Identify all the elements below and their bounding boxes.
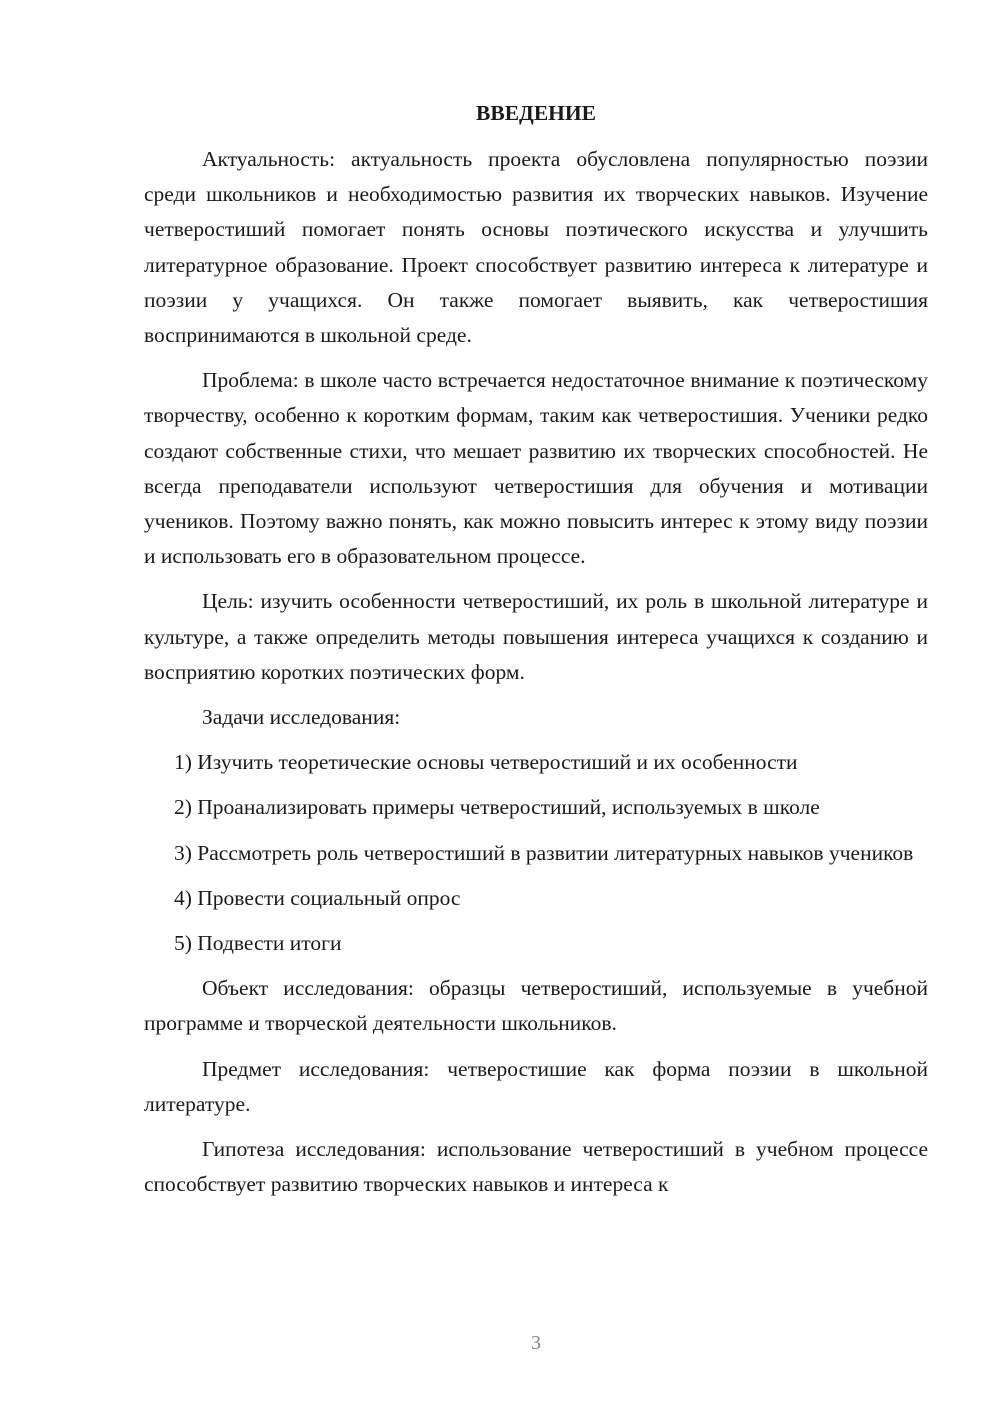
task-item-1: 1) Изучить теоретические основы четверостиший и их особенности	[174, 750, 798, 775]
section-heading: ВВЕДЕНИЕ	[476, 101, 596, 125]
page-number: 3	[531, 1332, 541, 1354]
paragraph-hypothesis: Гипотеза исследования: использование четверостиший в учебном процессе способствует развитию творческих навыков и интереса к	[144, 1137, 928, 1197]
task-item-2: 2) Проанализировать примеры четверостиший, используемых в школе	[174, 795, 820, 820]
document-page	[144, 96, 928, 1212]
task-item-5: 5) Подвести итоги	[174, 931, 342, 956]
paragraph-relevance: Актуальность: актуальность проекта обусловлена популярностью поэзии среди школьников и необходимостью развития их творческих навыков. Изучение четверостиший помогает понять основы поэтического искусства и улучшить литературное образование. Проект способствует развитию интереса к литературе и поэзии у учащихся. Он также помогает выявить, как четверостишия воспринимаются в школьной среде.	[144, 147, 928, 348]
paragraph-subject: Предмет исследования: четверостишие как форма поэзии в школьной литературе.	[144, 1056, 928, 1116]
paragraph-goal: Цель: изучить особенности четверостиший, их роль в школьной литературе и культуре, а также определить методы повышения интереса учащихся к созданию и восприятию коротких поэтических форм.	[144, 589, 928, 684]
task-item-3: 3) Рассмотреть роль четверостиший в развитии литературных навыков учеников	[174, 840, 914, 865]
tasks-heading: Задачи исследования:	[202, 705, 401, 730]
paragraph-problem: Проблема: в школе часто встречается недостаточное внимание к поэтическому творчеству, особенно к коротким формам, таким как четверостишия. Ученики редко создают собственные стихи, что мешает развитию их творческих способностей. Не всегда преподаватели используют четверостишия для обучения и мотивации учеников. Поэтому важно понять, как можно повысить интерес к этому виду поэзии и использовать его в образовательном процессе.	[144, 368, 928, 569]
paragraph-object: Объект исследования: образцы четверостиший, используемые в учебной программе и творческой деятельности школьников.	[144, 976, 928, 1036]
task-item-4: 4) Провести социальный опрос	[174, 885, 461, 910]
